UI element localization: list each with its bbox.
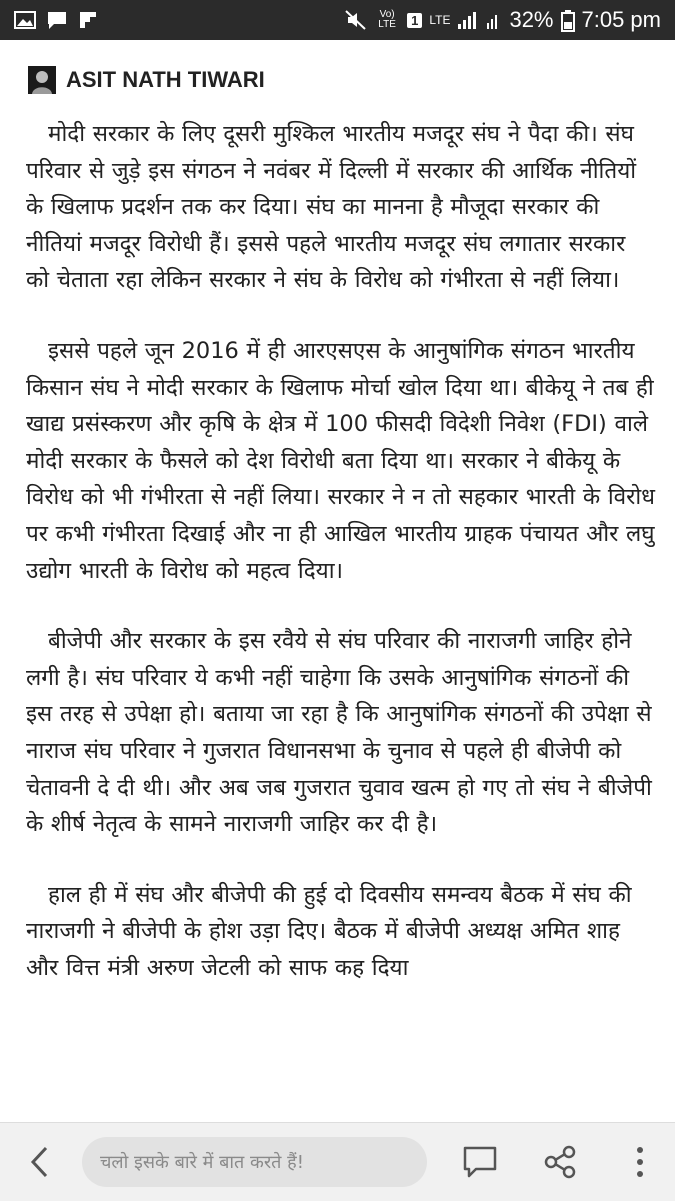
battery-percent: 32% (509, 7, 554, 32)
volte-label: Vo) LTE (378, 9, 396, 30)
mute-icon (345, 10, 367, 30)
article-body (26, 116, 656, 1121)
chevron-left-icon (28, 1145, 52, 1179)
status-bar (0, 0, 675, 40)
more-vertical-icon (635, 1146, 645, 1178)
sim-badge: 1 (407, 13, 422, 28)
bottom-toolbar (0, 1122, 675, 1201)
signal-icon-2 (486, 10, 502, 30)
lte-label: LTE (429, 13, 451, 27)
author-name[interactable]: ASIT NATH TIWARI (66, 67, 265, 92)
author-avatar[interactable] (28, 66, 56, 94)
clock: 7:05 pm (581, 7, 661, 32)
back-button[interactable] (10, 1132, 70, 1192)
chat-input[interactable] (82, 1137, 427, 1187)
more-options-button[interactable] (615, 1137, 665, 1187)
flipboard-icon (78, 10, 100, 30)
article-header (28, 66, 265, 94)
article-paragraph: हाल ही में संघ और बीजेपी की हुई दो दिवसीय समन्वय बैठक में संघ की नाराजगी ने बीजेपी के होश उड़ा दिए। बैठक में बीजेपी अध्यक्ष अमित शाह और वित्त मंत्री अरुण जेटली को साफ कह दिया (26, 881, 632, 981)
share-icon (543, 1145, 577, 1179)
chat-placeholder: चलो इसके बारे में बात करते हैं! (100, 1152, 304, 1173)
signal-icon (457, 10, 479, 30)
share-button[interactable] (535, 1137, 585, 1187)
comment-icon (462, 1145, 498, 1179)
article-paragraph: बीजेपी और सरकार के इस रवैये से संघ परिवार की नाराजगी जाहिर होने लगी है। संघ परिवार ये कभी नहीं चाहेगा कि उसके आनुषांगिक संगठनों की इस तरह से उपेक्षा हो। बताया जा रहा है कि आनुषांगिक संगठनों की उपेक्षा से नाराज संघ परिवार ने गुजरात विधानसभा के चुनाव से पहले ही बीजेपी को चेतावनी दे दी थी। और अब जब गुजरात चुवाव खत्म हो गए तो संघ ने बीजेपी के शीर्ष नेतृत्व के सामने नाराजगी जाहिर कर दी है। (26, 628, 652, 838)
article-paragraph: इससे पहले जून 2016 में ही आरएसएस के आनुषांगिक संगठन भारतीय किसान संघ ने मोदी सरकार के खिलाफ मोर्चा खोल दिया था। बीकेयू ने तब ही खाद्य प्रसंस्करण और कृषि के क्षेत्र में 100 फीसदी विदेशी निवेश (FDI) वाले मोदी सरकार के फैसले को देश विरोधी बता दिया था। सरकार ने बीकेयू के विरोध को भी गंभीरता से नहीं लिया। सरकार ने न तो सहकार भारती के विरोध पर कभी गंभीरता दिखाई और ना ही आखिल भारतीय ग्राहक पंचायत और लघु उद्योग भारती के विरोध को महत्व दिया। (26, 337, 656, 584)
comment-button[interactable] (455, 1137, 505, 1187)
message-icon (46, 10, 68, 30)
gallery-icon (14, 10, 36, 30)
battery-icon (561, 10, 575, 30)
article-paragraph: मोदी सरकार के लिए दूसरी मुश्किल भारतीय मजदूर संघ ने पैदा की। संघ परिवार से जुड़े इस संगठन ने नवंबर में दिल्ली में सरकार की आर्थिक नीतियों के खिलाफ प्रदर्शन तक कर दिया। संघ का मानना है मौजूदा सरकार की नीतियां मजदूर विरोधी हैं। इससे पहले भारतीय मजदूर संघ लगातार सरकार को चेताता रहा लेकिन सरकार ने संघ के विरोध को गंभीरता से नहीं लिया। (26, 121, 637, 294)
